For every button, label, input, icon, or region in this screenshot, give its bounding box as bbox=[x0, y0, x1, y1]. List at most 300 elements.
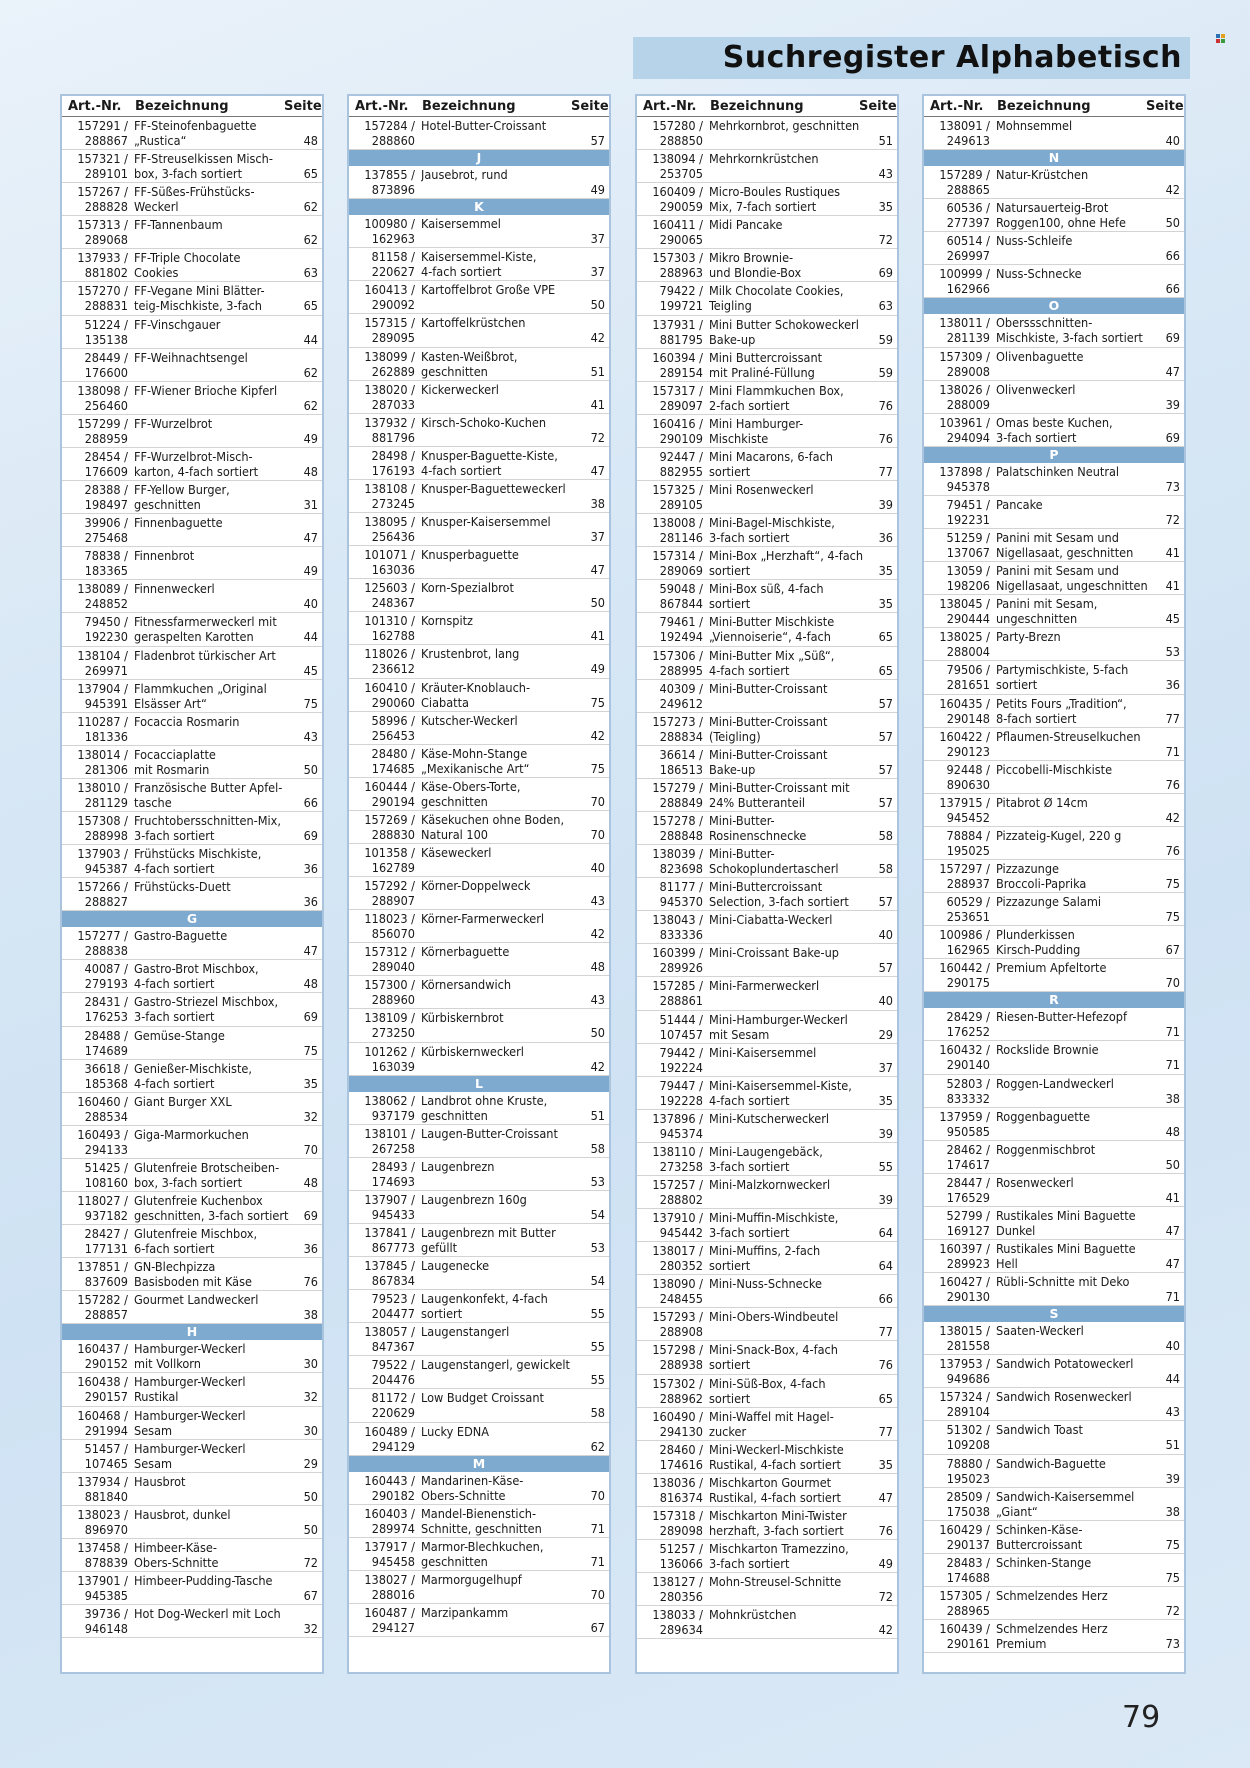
page-reference: 67 bbox=[303, 1588, 318, 1604]
index-entry bbox=[924, 529, 1184, 562]
index-entry bbox=[62, 680, 322, 713]
article-number: 157280 / 288850 bbox=[652, 118, 703, 148]
product-name: Mini-Bagel-Mischkiste, 3-fach sortiert bbox=[709, 515, 835, 546]
index-entry bbox=[924, 1008, 1184, 1041]
index-entry bbox=[637, 680, 897, 713]
page-reference: 32 bbox=[303, 1108, 318, 1124]
article-number: 79451 / 192231 bbox=[946, 496, 990, 527]
index-entry bbox=[924, 728, 1184, 761]
page-reference: 35 bbox=[878, 1092, 893, 1108]
page-reference: 75 bbox=[303, 695, 318, 711]
page-reference: 65 bbox=[878, 662, 893, 678]
page-reference: 38 bbox=[1165, 1090, 1180, 1106]
page-reference: 65 bbox=[303, 298, 318, 314]
product-name: FF-Steinofenbaguette „Rustica“ bbox=[134, 118, 257, 148]
page-reference: 66 bbox=[1165, 281, 1180, 297]
product-name: FF-Süßes-Frühstücks- Weckerl bbox=[134, 184, 255, 215]
article-number: 157291 / 288867 bbox=[77, 118, 128, 148]
page-reference: 70 bbox=[590, 793, 605, 809]
header-art-nr: Art.-Nr. bbox=[355, 98, 409, 114]
page-reference: 55 bbox=[590, 1306, 605, 1322]
section-letter: G bbox=[62, 911, 322, 927]
index-entry bbox=[62, 1605, 322, 1638]
page-reference: 75 bbox=[1165, 1569, 1180, 1585]
article-number: 157284 / 288860 bbox=[364, 118, 415, 148]
article-number: 157273 / 288834 bbox=[652, 713, 703, 744]
section-letter: M bbox=[349, 1456, 609, 1472]
article-number: 160437 / 290152 bbox=[77, 1341, 128, 1372]
page-reference: 49 bbox=[303, 430, 318, 446]
page-reference: 69 bbox=[878, 265, 893, 281]
product-name: Oberssschnitten- Mischkiste, 3-fach sortiert bbox=[996, 315, 1143, 346]
article-number: 138089 / 248852 bbox=[77, 581, 128, 612]
page-reference: 48 bbox=[1165, 1123, 1180, 1139]
product-name: Natursauerteig-Brot Roggen100, ohne Hefe bbox=[996, 200, 1126, 231]
index-entry bbox=[637, 911, 897, 944]
page-reference: 37 bbox=[590, 231, 605, 247]
article-number: 28462 / 174617 bbox=[946, 1141, 990, 1172]
page-reference: 51 bbox=[590, 1107, 605, 1123]
product-name: Gastro-Striezel Mischbox, 3-fach sortiert bbox=[134, 994, 279, 1025]
product-name: Party-Brezn bbox=[996, 629, 1061, 645]
index-entry bbox=[637, 183, 897, 216]
index-entry bbox=[62, 1060, 322, 1093]
article-number: 157298 / 288938 bbox=[652, 1342, 703, 1373]
product-name: FF-Tannenbaum bbox=[134, 217, 223, 233]
product-name: Pizzazunge Broccoli-Paprika bbox=[996, 860, 1087, 891]
page-reference: 70 bbox=[303, 1141, 318, 1157]
article-number: 60536 / 277397 bbox=[946, 200, 990, 231]
page-reference: 42 bbox=[1165, 809, 1180, 825]
index-entry bbox=[924, 348, 1184, 381]
product-name: Körner-Doppelweck bbox=[421, 878, 531, 894]
article-number: 138023 / 896970 bbox=[77, 1506, 128, 1537]
product-name: Mini-Butter Mischkiste „Viennoiserie“, 4-fach bbox=[709, 614, 835, 645]
page-reference: 47 bbox=[303, 943, 318, 959]
index-entry bbox=[62, 316, 322, 349]
page-reference: 47 bbox=[303, 530, 318, 546]
page-reference: 48 bbox=[303, 133, 318, 148]
product-name: Mikro Brownie- und Blondie-Box bbox=[709, 250, 802, 281]
page-reference: 77 bbox=[878, 1324, 893, 1340]
product-name: FF-Wurzelbrot-Misch- karton, 4-fach sortiert bbox=[134, 448, 259, 479]
index-entry bbox=[637, 216, 897, 249]
product-name: Knusper-Kaisersemmel bbox=[421, 514, 551, 530]
article-number: 79523 / 204477 bbox=[371, 1291, 415, 1322]
article-number: 157267 / 288828 bbox=[77, 184, 128, 215]
page-reference: 75 bbox=[1165, 1536, 1180, 1552]
index-entry bbox=[637, 1011, 897, 1044]
section-letter: R bbox=[924, 992, 1184, 1008]
article-number: 138127 / 280356 bbox=[652, 1574, 703, 1605]
product-name: Mini-Butter-Croissant (Teigling) bbox=[709, 713, 828, 744]
page-reference: 57 bbox=[878, 794, 893, 810]
product-name: Frühstücks Mischkiste, 4-fach sortiert bbox=[134, 846, 262, 877]
product-name: Nuss-Schnecke bbox=[996, 266, 1082, 282]
index-entry bbox=[62, 117, 322, 150]
article-number: 28498 / 176193 bbox=[371, 447, 415, 478]
index-entry bbox=[924, 1455, 1184, 1488]
index-entry bbox=[637, 415, 897, 448]
index-entry bbox=[637, 878, 897, 911]
page-reference: 59 bbox=[878, 331, 893, 347]
product-name: Mini Hamburger- Mischkiste bbox=[709, 415, 804, 446]
product-name: Knusper-Baguette-Kiste, 4-fach sortiert bbox=[421, 447, 558, 478]
product-name: Mini Macarons, 6-fach sortiert bbox=[709, 448, 833, 479]
article-number: 137904 / 945391 bbox=[77, 680, 128, 711]
product-name: Finnenbaguette bbox=[134, 515, 223, 531]
page-reference: 67 bbox=[590, 1620, 605, 1636]
page-reference: 58 bbox=[590, 1405, 605, 1421]
article-number: 137851 / 837609 bbox=[77, 1259, 128, 1290]
article-number: 138045 / 290444 bbox=[939, 596, 990, 627]
page-reference: 35 bbox=[878, 563, 893, 579]
article-number: 81177 / 945370 bbox=[659, 879, 703, 910]
article-number: 79461 / 192494 bbox=[659, 614, 703, 645]
page-reference: 39 bbox=[878, 1125, 893, 1141]
index-entry bbox=[924, 628, 1184, 661]
page-reference: 50 bbox=[303, 1488, 318, 1504]
product-name: Hausbrot, dunkel bbox=[134, 1506, 231, 1522]
page-reference: 43 bbox=[590, 893, 605, 909]
page-reference: 76 bbox=[1165, 776, 1180, 792]
article-number: 28493 / 174693 bbox=[371, 1158, 415, 1189]
article-number: 28480 / 174685 bbox=[371, 745, 415, 776]
page-reference: 75 bbox=[590, 694, 605, 710]
product-name: Roggen-Landweckerl bbox=[996, 1075, 1114, 1091]
page-reference: 77 bbox=[1165, 710, 1180, 726]
page-reference: 50 bbox=[303, 761, 318, 777]
index-entry bbox=[349, 1009, 609, 1042]
header-bezeichnung: Bezeichnung bbox=[997, 98, 1091, 114]
index-entry bbox=[924, 1041, 1184, 1074]
page-reference: 48 bbox=[303, 463, 318, 479]
article-number: 79422 / 199721 bbox=[659, 283, 703, 314]
index-entry bbox=[637, 1242, 897, 1275]
index-entry bbox=[637, 1176, 897, 1209]
product-name: FF-Triple Chocolate Cookies bbox=[134, 250, 241, 281]
index-entry bbox=[637, 316, 897, 349]
article-number: 138108 / 273245 bbox=[364, 480, 415, 511]
page-reference: 50 bbox=[1165, 1156, 1180, 1172]
product-name: FF-Vegane Mini Blätter- teig-Mischkiste, 3-fach bbox=[134, 283, 265, 314]
index-entry bbox=[637, 845, 897, 878]
article-number: 28388 / 198497 bbox=[84, 482, 128, 513]
product-name: Rübli-Schnitte mit Deko bbox=[996, 1274, 1130, 1290]
article-number: 157317 / 289097 bbox=[652, 382, 703, 413]
article-number: 160411 / 290065 bbox=[652, 217, 703, 248]
index-entry bbox=[62, 746, 322, 779]
product-name: Mini Flammkuchen Box, 2-fach sortiert bbox=[709, 382, 844, 413]
page-reference: 50 bbox=[303, 1521, 318, 1537]
page-reference: 76 bbox=[878, 397, 893, 413]
article-number: 60514 / 269997 bbox=[946, 233, 990, 264]
article-number: 157313 / 289068 bbox=[77, 217, 128, 248]
article-number: 138091 / 249613 bbox=[939, 118, 990, 148]
article-number: 39736 / 946148 bbox=[84, 1606, 128, 1637]
article-number: 157257 / 288802 bbox=[652, 1177, 703, 1207]
article-number: 51425 / 108160 bbox=[84, 1159, 128, 1190]
index-entry bbox=[62, 1539, 322, 1572]
article-number: 160422 / 290123 bbox=[939, 728, 990, 759]
product-name: Mini-Farmerweckerl bbox=[709, 978, 820, 994]
index-entry bbox=[637, 382, 897, 415]
page-reference: 71 bbox=[1165, 1289, 1180, 1305]
product-name: Mohnsemmel bbox=[996, 118, 1073, 133]
product-name: Panini mit Sesam und Nigellasaat, geschnitten bbox=[996, 530, 1134, 561]
article-number: 157312 / 289040 bbox=[364, 944, 415, 975]
index-entry bbox=[924, 166, 1184, 199]
article-number: 36614 / 186513 bbox=[659, 746, 703, 777]
article-number: 13059 / 198206 bbox=[946, 563, 990, 594]
product-name: Körnerbaguette bbox=[421, 944, 510, 960]
page-number: 79 bbox=[1122, 1700, 1161, 1735]
index-entry bbox=[349, 1158, 609, 1191]
product-name: Gastro-Brot Mischbox, 4-fach sortiert bbox=[134, 961, 259, 992]
index-entry bbox=[349, 745, 609, 778]
product-name: Kaisersemmel-Kiste, 4-fach sortiert bbox=[421, 249, 537, 280]
page-reference: 75 bbox=[1165, 909, 1180, 925]
product-name: Marmor-Blechkuchen, geschnitten bbox=[421, 1538, 544, 1569]
article-number: 157300 / 288960 bbox=[364, 977, 415, 1008]
product-name: Mini-Butter Mix „Süß“, 4-fach sortiert bbox=[709, 647, 835, 678]
product-name: Mini-Buttercroissant Selection, 3-fach sortiert bbox=[709, 879, 849, 910]
product-name: Mini-Butter- Schokoplundertascherl bbox=[709, 846, 839, 877]
logo-icon bbox=[1216, 34, 1226, 44]
article-number: 60529 / 253651 bbox=[946, 894, 990, 925]
index-entry bbox=[349, 1224, 609, 1257]
article-number: 160490 / 294130 bbox=[652, 1408, 703, 1439]
page-reference: 35 bbox=[303, 1075, 318, 1091]
page-reference: 54 bbox=[590, 1273, 605, 1289]
article-number: 157285 / 288861 bbox=[652, 978, 703, 1009]
article-number: 40309 / 249612 bbox=[659, 680, 703, 711]
article-number: 28429 / 176252 bbox=[946, 1009, 990, 1040]
product-name: Finnenweckerl bbox=[134, 581, 215, 597]
page-reference: 41 bbox=[590, 628, 605, 644]
article-number: 157282 / 288857 bbox=[77, 1292, 128, 1323]
article-number: 157293 / 288908 bbox=[652, 1309, 703, 1340]
page-reference: 43 bbox=[1165, 1404, 1180, 1420]
page-reference: 47 bbox=[590, 462, 605, 478]
page-reference: 69 bbox=[1165, 330, 1180, 346]
index-entry bbox=[637, 514, 897, 547]
index-entry bbox=[349, 281, 609, 314]
index-entry bbox=[62, 481, 322, 514]
product-name: Kornspitz bbox=[421, 613, 473, 629]
article-number: 100980 / 162963 bbox=[364, 216, 415, 247]
article-number: 79447 / 192228 bbox=[659, 1077, 703, 1108]
page-reference: 47 bbox=[590, 562, 605, 578]
index-entry bbox=[924, 1521, 1184, 1554]
page-reference: 35 bbox=[878, 596, 893, 612]
product-name: Mini-Obers-Windbeutel bbox=[709, 1309, 839, 1325]
page-reference: 36 bbox=[1165, 677, 1180, 693]
article-number: 157318 / 289098 bbox=[652, 1507, 703, 1538]
product-name: Kasten-Weißbrot, geschnitten bbox=[421, 348, 518, 379]
product-name: Mini-Süß-Box, 4-fach sortiert bbox=[709, 1375, 826, 1406]
article-number: 157303 / 288963 bbox=[652, 250, 703, 281]
index-entry bbox=[637, 647, 897, 680]
index-entry bbox=[349, 414, 609, 447]
page-reference: 55 bbox=[878, 1158, 893, 1174]
index-entry bbox=[62, 514, 322, 547]
page-reference: 62 bbox=[590, 1438, 605, 1454]
product-name: Mini Butter Schokoweckerl Bake-up bbox=[709, 316, 859, 347]
article-number: 160403 / 289974 bbox=[364, 1505, 415, 1536]
index-entry bbox=[924, 1240, 1184, 1273]
index-entry bbox=[924, 463, 1184, 496]
index-entry bbox=[349, 910, 609, 943]
product-name: Riesen-Butter-Hefezopf bbox=[996, 1009, 1127, 1025]
page-reference: 40 bbox=[878, 927, 893, 943]
index-entry bbox=[637, 713, 897, 746]
header-art-nr: Art.-Nr. bbox=[643, 98, 697, 114]
index-entry bbox=[62, 580, 322, 613]
page-reference: 40 bbox=[878, 993, 893, 1009]
product-name: Glutenfreie Mischbox, 6-fach sortiert bbox=[134, 1226, 258, 1257]
index-entry bbox=[349, 712, 609, 745]
article-number: 137458 / 878839 bbox=[77, 1539, 128, 1570]
article-number: 79522 / 204476 bbox=[371, 1357, 415, 1388]
page-reference: 58 bbox=[878, 861, 893, 877]
article-number: 137917 / 945458 bbox=[364, 1538, 415, 1569]
index-entry bbox=[349, 1191, 609, 1224]
article-number: 160394 / 289154 bbox=[652, 349, 703, 380]
page-reference: 48 bbox=[303, 1174, 318, 1190]
article-number: 157292 / 288907 bbox=[364, 878, 415, 909]
article-number: 118023 / 856070 bbox=[364, 911, 415, 942]
product-name: Sandwich-Baguette bbox=[996, 1455, 1106, 1471]
product-name: Plunderkissen Kirsch-Pudding bbox=[996, 927, 1081, 958]
index-entry bbox=[637, 944, 897, 977]
product-name: Marmorgugelhupf bbox=[421, 1571, 522, 1587]
product-name: Laugenstangerl, gewickelt bbox=[421, 1357, 570, 1373]
page-reference: 57 bbox=[878, 894, 893, 910]
product-name: Schinken-Stange bbox=[996, 1554, 1092, 1570]
product-name: Mini-Croissant Bake-up bbox=[709, 945, 839, 961]
page-reference: 47 bbox=[1165, 363, 1180, 379]
page-reference: 40 bbox=[590, 859, 605, 875]
product-name: Giga-Marmorkuchen bbox=[134, 1126, 249, 1142]
page-reference: 62 bbox=[303, 397, 318, 413]
index-entry bbox=[637, 977, 897, 1010]
product-name: Milk Chocolate Cookies, Teigling bbox=[709, 283, 844, 314]
index-entry bbox=[62, 812, 322, 845]
page-reference: 39 bbox=[1165, 396, 1180, 412]
index-entry bbox=[349, 447, 609, 480]
index-entry bbox=[62, 1572, 322, 1605]
page-reference: 66 bbox=[1165, 248, 1180, 264]
index-entry bbox=[62, 1159, 322, 1192]
article-number: 137896 / 945374 bbox=[652, 1110, 703, 1141]
article-number: 157308 / 288998 bbox=[77, 812, 128, 843]
product-name: Rustikales Mini Baguette Hell bbox=[996, 1241, 1136, 1271]
article-number: 138033 / 289634 bbox=[652, 1607, 703, 1638]
index-entry bbox=[349, 166, 609, 199]
section-letter: N bbox=[924, 150, 1184, 166]
page-reference: 38 bbox=[303, 1307, 318, 1323]
index-entry bbox=[349, 1538, 609, 1571]
article-number: 51444 / 107457 bbox=[659, 1011, 703, 1042]
page-reference: 50 bbox=[590, 297, 605, 313]
product-name: Mini-Hamburger-Weckerl mit Sesam bbox=[709, 1011, 848, 1042]
product-name: Laugen-Butter-Croissant bbox=[421, 1125, 558, 1141]
index-entry bbox=[62, 349, 322, 382]
product-name: Mini-Kutscherweckerl bbox=[709, 1110, 830, 1126]
article-number: 137845 / 867834 bbox=[364, 1258, 415, 1289]
index-entry bbox=[924, 827, 1184, 860]
article-number: 28427 / 177131 bbox=[84, 1226, 128, 1257]
index-entry bbox=[924, 1488, 1184, 1521]
product-name: Hamburger-Weckerl mit Vollkorn bbox=[134, 1341, 246, 1372]
product-name: Pizzateig-Kugel, 220 g bbox=[996, 827, 1122, 843]
index-entry bbox=[637, 1375, 897, 1408]
index-entry bbox=[637, 1044, 897, 1077]
article-number: 78838 / 183365 bbox=[84, 548, 128, 579]
article-number: 28431 / 176253 bbox=[84, 994, 128, 1025]
page-reference: 47 bbox=[878, 1489, 893, 1505]
page-reference: 71 bbox=[590, 1520, 605, 1536]
index-entry bbox=[62, 183, 322, 216]
article-number: 125603 / 248367 bbox=[364, 580, 415, 611]
page-reference: 71 bbox=[1165, 743, 1180, 759]
article-number: 157306 / 288995 bbox=[652, 647, 703, 678]
page-reference: 66 bbox=[878, 1291, 893, 1307]
index-entry bbox=[637, 150, 897, 183]
page-reference: 45 bbox=[1165, 611, 1180, 627]
index-column-4 bbox=[922, 94, 1186, 1674]
index-entry bbox=[349, 811, 609, 844]
index-column-2 bbox=[347, 94, 611, 1674]
index-entry bbox=[637, 746, 897, 779]
page-reference: 37 bbox=[590, 264, 605, 280]
article-number: 138008 / 281146 bbox=[652, 515, 703, 546]
product-name: Schmelzendes Herz Premium bbox=[996, 1621, 1108, 1652]
index-entry bbox=[62, 1291, 322, 1324]
page-reference: 69 bbox=[303, 1208, 318, 1223]
page-reference: 39 bbox=[878, 497, 893, 513]
article-number: 138110 / 273258 bbox=[652, 1143, 703, 1174]
product-name: Käse-Obers-Torte, geschnitten bbox=[421, 778, 521, 809]
page-reference: 40 bbox=[303, 596, 318, 612]
index-entry bbox=[349, 348, 609, 381]
index-entry bbox=[924, 1207, 1184, 1240]
page-reference: 32 bbox=[303, 1389, 318, 1405]
product-name: Mini-Malzkornweckerl bbox=[709, 1177, 831, 1192]
page-reference: 49 bbox=[590, 182, 605, 198]
article-number: 51457 / 107465 bbox=[84, 1440, 128, 1471]
article-number: 157305 / 288965 bbox=[939, 1587, 990, 1618]
product-name: Laugenecke bbox=[421, 1258, 490, 1274]
header-bezeichnung: Bezeichnung bbox=[710, 98, 804, 114]
page-reference: 76 bbox=[303, 1274, 318, 1290]
article-number: 160429 / 290137 bbox=[939, 1521, 990, 1552]
product-name: Mini-Muffins, 2-fach sortiert bbox=[709, 1243, 821, 1274]
index-entry bbox=[924, 265, 1184, 298]
article-number: 157266 / 288827 bbox=[77, 879, 128, 910]
page-reference: 65 bbox=[878, 1390, 893, 1406]
page-reference: 72 bbox=[878, 232, 893, 248]
page-reference: 48 bbox=[303, 976, 318, 992]
product-name: Mohnkrüstchen bbox=[709, 1607, 797, 1623]
index-entry bbox=[637, 1606, 897, 1639]
header-art-nr: Art.-Nr. bbox=[68, 98, 122, 114]
article-number: 92447 / 882955 bbox=[659, 448, 703, 479]
product-name: Micro-Boules Rustiques Mix, 7-fach sortiert bbox=[709, 184, 841, 215]
article-number: 157279 / 288849 bbox=[652, 779, 703, 810]
product-name: Knusperbaguette bbox=[421, 547, 519, 563]
